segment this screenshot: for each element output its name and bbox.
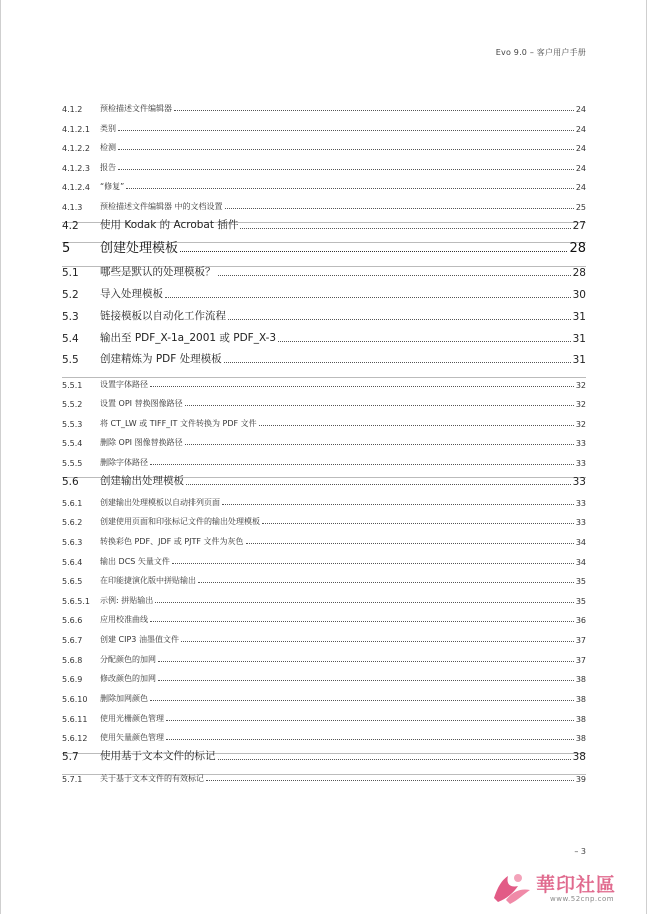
dot-leader [228,319,571,320]
toc-entry-page[interactable]: 35 [575,597,586,606]
toc-entry[interactable] [62,692,586,704]
toc-entry-title[interactable]: 修改颜色的加网 [100,674,156,683]
dot-leader [218,759,571,760]
toc-entry[interactable] [62,122,586,134]
toc-entry[interactable] [62,351,586,366]
toc-entry-number: 5.5 [62,354,79,366]
toc-entry-number: 5.6.11 [62,715,88,724]
toc-entry[interactable] [62,200,586,212]
dot-leader [165,297,571,298]
toc-entry-title[interactable]: 使用矢量颜色管理 [100,733,164,742]
toc-entry-page[interactable]: 24 [575,125,586,134]
toc-entry-number: 5.2 [62,289,79,301]
watermark-logo-text: 華印社區 [536,874,617,896]
dot-leader [126,188,574,189]
toc-entry-number: 4.1.2 [62,105,83,114]
toc-entry-number: 5.5.1 [62,381,83,390]
toc-entry-number: 5.6.8 [62,656,83,665]
toc-entry-page[interactable]: 31 [572,311,586,323]
toc-entry-number: 5.6.1 [62,499,83,508]
toc-entry-page[interactable]: 31 [572,354,586,366]
toc-entry[interactable] [62,330,586,345]
toc-entry-number: 5.1 [62,267,79,279]
toc-entry-title[interactable]: 设置字体路径 [100,380,148,389]
toc-entry[interactable] [62,397,586,409]
dot-leader [118,169,574,170]
toc-entry-number: 5.3 [62,311,79,323]
toc-entry-page[interactable]: 25 [575,203,586,212]
toc-entry-title[interactable]: 使用 Kodak 的 Acrobat 插件 [100,219,239,231]
toc-entry[interactable] [62,473,586,488]
toc-entry-page[interactable]: 28 [569,241,586,256]
toc-entry-title[interactable]: 哪些是默认的处理模板？ [100,266,216,278]
toc-entry-number: 4.1.2.4 [62,183,90,192]
dot-leader [118,130,574,131]
watermark [488,868,638,908]
toc-entry-title[interactable]: 创建精炼为 PDF 处理模板 [100,353,222,365]
toc-entry-title[interactable]: 在印能捷演化版中拼贴输出 [100,576,196,585]
toc-entry[interactable] [62,613,586,625]
toc-entry-page[interactable]: 33 [575,499,586,508]
dot-leader [185,444,574,445]
toc-entry-title[interactable]: 示例: 拼贴输出 [100,596,154,605]
toc-entry-page[interactable]: 33 [575,518,586,527]
dot-leader [155,602,574,603]
toc-entry[interactable] [62,286,586,301]
toc-entry-title[interactable]: 报告 [100,163,116,172]
toc-entry[interactable] [62,731,586,743]
toc-entry-title[interactable]: 删除加网颜色 [100,694,148,703]
toc-entry-number: 5.5.5 [62,459,83,468]
dot-leader [222,504,574,505]
toc-entry[interactable] [62,180,586,192]
toc-entry[interactable] [62,456,586,468]
toc-entry-title[interactable]: 删除字体路径 [100,458,148,467]
toc-entry-number: 4.2 [62,220,79,232]
dot-leader [240,228,570,229]
toc-entry-title[interactable]: 预检描述文件编辑器 [100,104,172,113]
page-edge-right [646,0,647,914]
dot-leader [224,362,571,363]
toc-entry[interactable] [62,772,586,784]
toc-entry[interactable] [62,417,586,429]
toc-entry-page[interactable]: 28 [572,267,586,279]
toc-entry-title[interactable]: 将 CT_LW 或 TIFF_IT 文件转换为 PDF 文件 [100,419,257,428]
toc-entry-title[interactable]: 类别 [100,124,116,133]
dot-leader [262,523,574,524]
dot-leader [172,563,574,564]
watermark-logo-icon [488,868,536,908]
dot-leader [150,621,574,622]
toc-entry-page[interactable]: 24 [575,183,586,192]
dot-leader [186,484,571,485]
toc-entry-title[interactable]: 预检描述文件编辑器 中的文档设置 [100,202,223,211]
dot-leader [166,739,574,740]
toc-entry-number: 5.6.6 [62,616,83,625]
toc-entry[interactable] [62,264,586,279]
toc-entry-title[interactable]: 创建输出处理模板以自动排列页面 [100,498,220,507]
toc-entry-page[interactable]: 38 [572,751,586,763]
toc-entry-number: 5.5.4 [62,439,83,448]
toc-entry-title[interactable]: 分配颜色的加网 [100,655,156,664]
toc-entry-page[interactable]: 32 [575,400,586,409]
dot-leader [174,110,574,111]
toc-entry-page[interactable]: 33 [575,439,586,448]
toc-entry-page[interactable]: 38 [575,675,586,684]
toc-entry[interactable] [62,217,586,232]
toc-entry-title[interactable]: “修复” [100,182,125,191]
dot-leader [181,641,574,642]
toc-entry[interactable] [62,238,586,256]
toc-entry[interactable] [62,378,586,390]
toc-entry-title[interactable]: 使用基于文本文件的标记 [100,750,216,762]
toc-entry[interactable] [62,308,586,323]
toc-entry[interactable] [62,496,586,508]
dot-leader [150,700,574,701]
toc-entry[interactable] [62,515,586,527]
toc-entry-title[interactable]: 应用校准曲线 [100,615,148,624]
toc-entry-page[interactable]: 34 [575,538,586,547]
toc-entry-title[interactable]: 创建使用页面和印张标记文件的输出处理模板 [100,517,260,526]
page-edge-left [0,0,1,914]
toc-entry-number: 5.6.10 [62,695,88,704]
toc-entry-number: 5.6.9 [62,675,83,684]
toc-entry-page[interactable]: 24 [575,164,586,173]
toc-entry-number: 5.6.5.1 [62,597,90,606]
toc-entry-page[interactable]: 37 [575,636,586,645]
toc-entry-number: 4.1.3 [62,203,83,212]
dot-leader [158,680,574,681]
dot-leader [185,405,574,406]
toc-entry-page[interactable]: 33 [572,476,586,488]
toc-entry-title[interactable]: 关于基于文本文件的有效标记 [100,774,204,783]
toc-entry-page[interactable]: 34 [575,558,586,567]
toc-entry-page[interactable]: 38 [575,734,586,743]
page-number: – 3 [574,847,586,856]
toc-entry-title[interactable]: 转换彩色 PDF、JDF 或 PJTF 文件为灰色 [100,537,244,546]
dot-leader [246,543,574,544]
toc-entry-page[interactable]: 35 [575,577,586,586]
toc-entry-title[interactable]: 输出 DCS 矢量文件 [100,557,170,566]
toc-entry[interactable] [62,574,586,586]
toc-entry[interactable] [62,748,586,763]
toc-entry-title[interactable]: 创建 CIP3 油墨值文件 [100,635,179,644]
toc-entry[interactable] [62,436,586,448]
toc-entry-number: 5.6.12 [62,734,88,743]
toc-entry-page[interactable]: 24 [575,105,586,114]
dot-leader [198,582,574,583]
toc-entry-number: 5.6 [62,476,79,488]
dot-leader [206,780,574,781]
toc-entry[interactable] [62,653,586,665]
dot-leader [150,386,574,387]
dot-leader [158,661,574,662]
toc-entry[interactable] [62,102,586,114]
toc-entry[interactable] [62,712,586,724]
toc-entry[interactable] [62,161,586,173]
toc-entry-page[interactable]: 31 [572,333,586,345]
toc-entry-title[interactable]: 导入处理模板 [100,288,163,300]
toc-entry-page[interactable]: 38 [575,715,586,724]
dot-leader [180,251,567,252]
toc-entry-number: 4.1.2.2 [62,144,90,153]
toc-entry-number: 5.4 [62,333,79,345]
toc-entry-title[interactable]: 检测 [100,143,116,152]
toc-entry-title[interactable]: 输出至 PDF_X-1a_2001 或 PDF_X-3 [100,332,277,344]
toc-entry-number: 5 [62,241,71,256]
toc-entry-number: 5.6.5 [62,577,83,586]
dot-leader [118,149,574,150]
toc-entry-page[interactable]: 24 [575,144,586,153]
toc-entry-number: 5.5.3 [62,420,83,429]
toc-entry-number: 4.1.2.3 [62,164,90,173]
toc-entry-title[interactable]: 删除 OPI 图像替换路径 [100,438,183,447]
dot-leader [259,425,574,426]
toc-entry-page[interactable]: 39 [575,775,586,784]
toc-entry-page[interactable]: 33 [575,459,586,468]
toc-entry-number: 5.7.1 [62,775,83,784]
toc-entry-title[interactable]: 设置 OPI 替换图像路径 [100,399,183,408]
toc-entry-page[interactable]: 30 [572,289,586,301]
toc-entry-title[interactable]: 使用光栅颜色管理 [100,714,164,723]
toc-entry-number: 5.6.7 [62,636,83,645]
toc-entry-page[interactable]: 36 [575,616,586,625]
toc-entry[interactable] [62,594,586,606]
toc-entry[interactable] [62,633,586,645]
toc-entry-page[interactable]: 32 [575,381,586,390]
toc-entry[interactable] [62,535,586,547]
toc-entry-page[interactable]: 37 [575,656,586,665]
toc-entry-page[interactable]: 27 [572,220,586,232]
toc-entry-page[interactable]: 38 [575,695,586,704]
toc-entry-page[interactable]: 32 [575,420,586,429]
toc-entry[interactable] [62,141,586,153]
toc-entry-number: 5.6.3 [62,538,83,547]
toc-entry-number: 5.6.4 [62,558,83,567]
toc-entry-number: 4.1.2.1 [62,125,90,134]
toc-entry-title[interactable]: 创建处理模板 [100,241,179,256]
dot-leader [278,341,571,342]
toc-entry-number: 5.5.2 [62,400,83,409]
dot-leader [225,208,574,209]
watermark-url: www.52cnp.com [550,895,615,903]
toc-entry-title[interactable]: 链接模板以自动化工作流程 [100,310,226,322]
dot-leader [218,275,571,276]
toc-entry-number: 5.7 [62,751,79,763]
running-header: Evo 9.0 – 客户用户手册 [495,48,586,57]
dot-leader [150,464,574,465]
toc-entry-title[interactable]: 创建输出处理模板 [100,475,184,487]
toc-entry[interactable] [62,555,586,567]
dot-leader [166,720,574,721]
toc-entry[interactable] [62,672,586,684]
toc-entry-number: 5.6.2 [62,518,83,527]
